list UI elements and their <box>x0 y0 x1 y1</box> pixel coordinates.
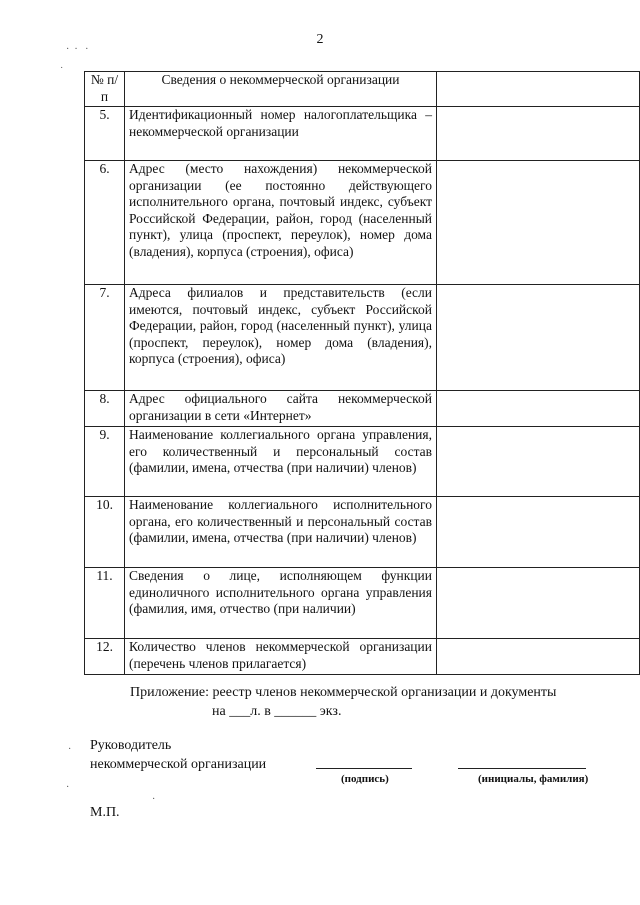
header-number-cell: № п/п <box>85 72 125 107</box>
signature-caption: (подпись) <box>341 773 389 785</box>
table-row <box>85 107 640 161</box>
row-label: Наименование коллегиального исполнительного органа, его количественный и персональный состав (фамилии, имена, отчества (при наличии) членов) <box>125 497 437 568</box>
table-row <box>85 391 640 427</box>
page-number: 2 <box>316 32 324 47</box>
scan-speck: ˙ <box>60 66 64 77</box>
row-value-cell <box>437 427 640 497</box>
row-value-cell <box>437 107 640 161</box>
signature-line <box>316 768 412 769</box>
row-number: 6. <box>85 161 125 285</box>
row-label: Адреса филиалов и представительств (если имеются, почтовый индекс, субъект Российской Федерации, район, город (населенный пункт), улица (проспект, переулок), номер дома (владения), корпуса (строения), офиса) <box>125 285 437 391</box>
row-value-cell <box>437 391 640 427</box>
scan-speck: · <box>66 782 70 793</box>
table-row <box>85 639 640 675</box>
signatory-role-line-1: Руководитель <box>90 738 172 753</box>
appendix-note <box>130 683 605 721</box>
name-line <box>458 768 586 769</box>
row-number: 5. <box>85 107 125 161</box>
scan-speck: · <box>68 744 72 755</box>
signatory-role <box>90 736 266 774</box>
header-label-cell: Сведения о некоммерческой организации <box>125 72 437 107</box>
row-number: 7. <box>85 285 125 391</box>
name-caption: (инициалы, фамилия) <box>478 773 589 785</box>
row-label: Адрес официального сайта некоммерческой организации в сети «Интернет» <box>125 391 437 427</box>
row-number: 9. <box>85 427 125 497</box>
row-value-cell <box>437 497 640 568</box>
table-row <box>85 161 640 285</box>
row-value-cell <box>437 568 640 639</box>
row-label: Адрес (место нахождения) некоммерческой организации (ее постоянно действующего исполнительного органа, почтовый индекс, субъект Российской Федерации, район, город (населенный пункт), улица (проспект, переулок), номер дома (владения), корпуса (строения), офиса) <box>125 161 437 285</box>
table-row <box>85 427 640 497</box>
header-value-cell <box>437 72 640 107</box>
row-number: 10. <box>85 497 125 568</box>
row-value-cell <box>437 639 640 675</box>
table-row <box>85 568 640 639</box>
table-row <box>85 285 640 391</box>
table-row <box>85 497 640 568</box>
row-label: Сведения о лице, исполняющем функции единоличного исполнительного органа управления (фамилия, имя, отчество (при наличии) <box>125 568 437 639</box>
appendix-line-2: на ___л. в ______ экз. <box>212 704 342 719</box>
row-label: Наименование коллегиального органа управления, его количественный и персональный состав (фамилии, имена, отчества (при наличии) членов) <box>125 427 437 497</box>
row-number: 12. <box>85 639 125 675</box>
appendix-line-1: Приложение: реестр членов некоммерческой организации и документы <box>130 685 557 700</box>
scan-speck: · · · <box>66 44 89 55</box>
row-label: Идентификационный номер налогоплательщика – некоммерческой организации <box>125 107 437 161</box>
row-number: 11. <box>85 568 125 639</box>
scan-speck: · <box>152 794 156 805</box>
signatory-role-line-2: некоммерческой организации <box>90 757 267 772</box>
organization-info-table <box>84 71 640 675</box>
row-value-cell <box>437 285 640 391</box>
row-number: 8. <box>85 391 125 427</box>
stamp-place-label: М.П. <box>90 805 120 820</box>
row-label: Количество членов некоммерческой организации (перечень членов прилагается) <box>125 639 437 675</box>
row-value-cell <box>437 161 640 285</box>
table-header-row <box>85 72 640 107</box>
